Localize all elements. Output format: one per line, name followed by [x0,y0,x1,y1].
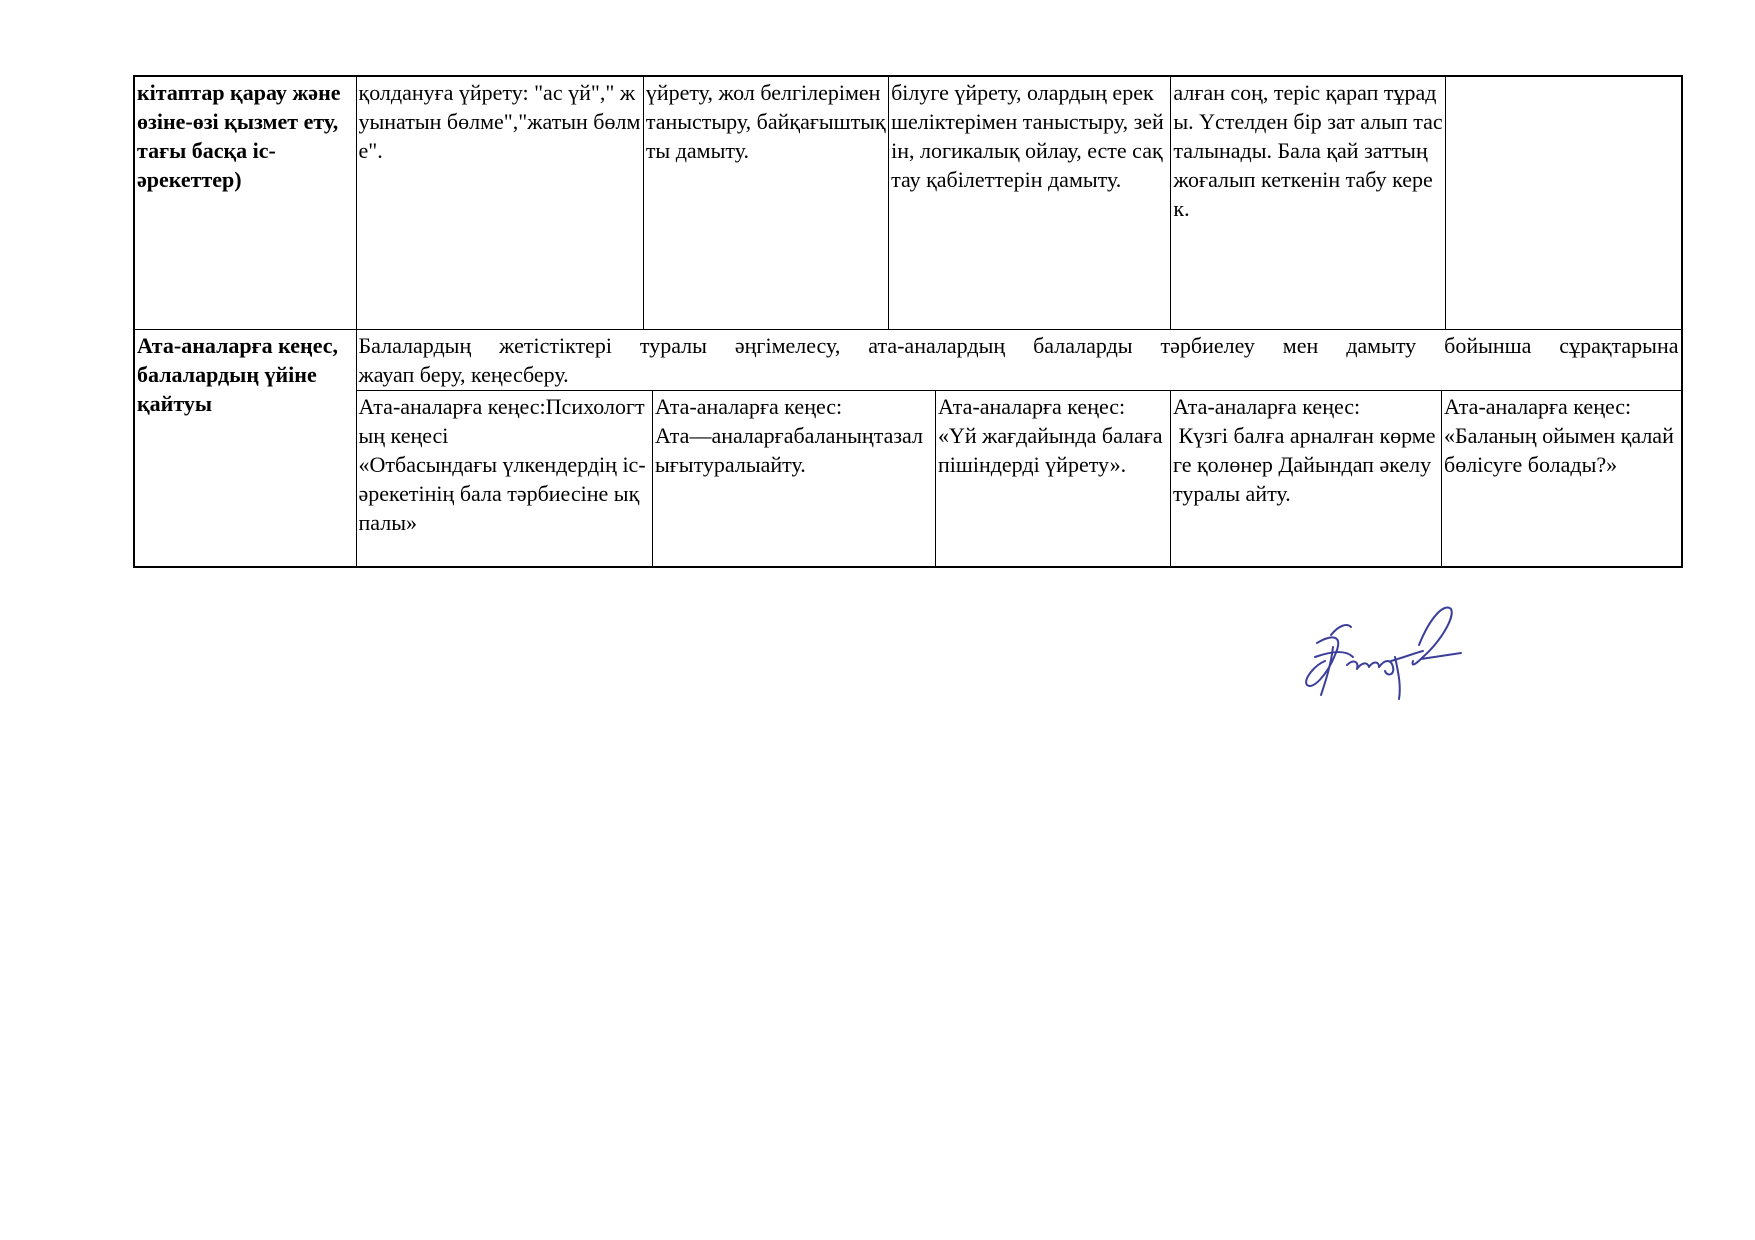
activity-cell-2: үйрету, жол белгілерімен таныстыру, байқағыштықты дамыту. [643,76,888,329]
advice-cell-1: Ата-аналарға кеңес:Психологтың кеңесі «Отбасындағы үлкендердің іс-әрекетінің бала тәрбиесіне ықпалы» [357,391,653,566]
table-row-activities [134,76,1682,329]
advice-cell-5: Ата-аналарға кеңес: «Баланың ойымен қалай бөлісуге болады?» [1442,391,1681,566]
activity-cell-1: қолдануға үйрету: "ас үй"," жуынатын бөлме","жатын бөлме". [356,76,643,329]
activity-cell-3: білуге үйрету, олардың ерекшеліктерімен таныстыру, зейін, логикалық ойлау, есте сақтау қабілеттерін дамыту. [889,76,1171,329]
row-label-activities: кітаптар қарау және өзіне-өзі қызмет ету, тағы басқа іс-әрекеттер) [134,76,356,329]
parents-advice-container [356,390,1682,567]
activity-cell-5 [1445,76,1681,329]
advice-cell-3: Ата-аналарға кеңес: «Үй жағдайында балаға пішіндерді үйрету». [936,391,1171,566]
parents-advice-table [357,391,1681,566]
advice-cell-4: Ата-аналарға кеңес: Күзгі балға арналған көрмеге қолөнер Дайындап әкелу туралы айту. [1171,391,1442,566]
parents-summary-line-2: жауап беру, кеңесберу. [358,361,569,387]
activity-cell-4: алған соң, теріс қарап тұрады. Үстелден бір зат алып тасталынады. Бала қай заттың жоғалып кеткенін табу керек. [1171,76,1445,329]
schedule-table [133,75,1683,568]
parents-summary-line-1: Балалардың жетістіктері туралы әңгімелесу, ата-аналардың балаларды тәрбиелеу мен дамыту бойынша сұрақтарына [358,332,1679,358]
parents-summary-cell [356,329,1682,390]
row-label-parents: Ата-аналарға кеңес, балалардың үйіне қайтуы [134,329,356,567]
table-row-parents-summary [134,329,1682,390]
advice-cell-2: Ата-аналарға кеңес: Ата—аналарғабаланыңтазалығытуралыайту. [653,391,936,566]
table-row-parents-advice [134,390,1682,567]
signature-icon [1295,595,1465,705]
